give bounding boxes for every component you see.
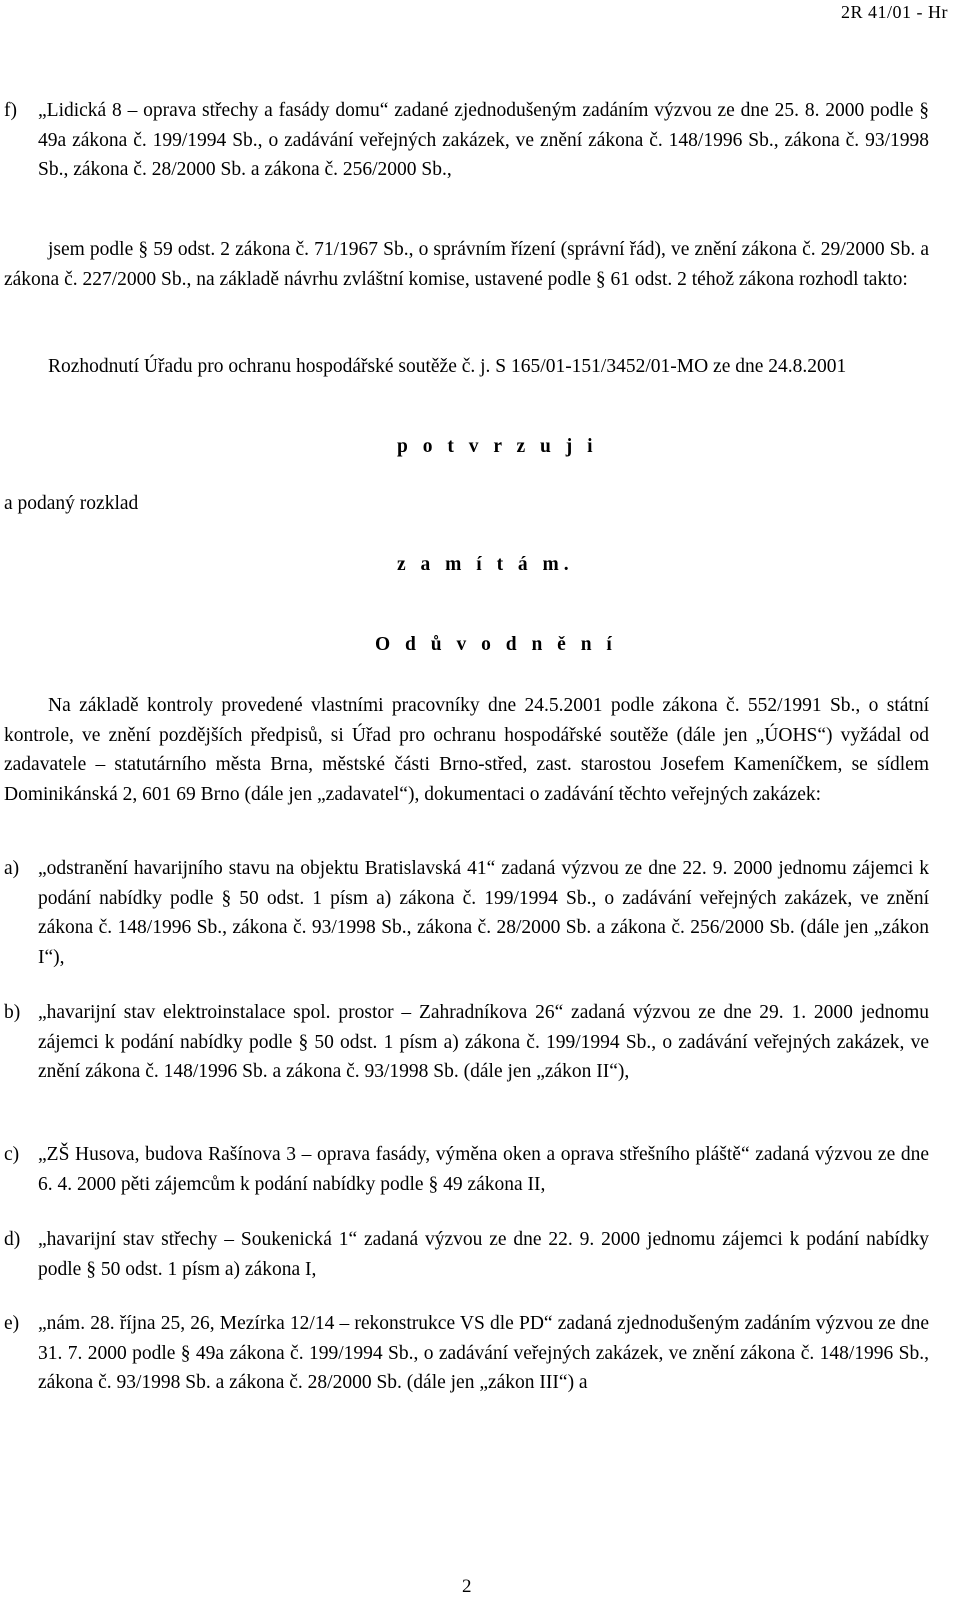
item-text: „Lidická 8 – oprava střechy a fasády domu“ zadané zjednodušeným zadáním výzvou ze dne 25. 8. 2000 podle § 49a zákona č. 199/1994 Sb., o zadávání veřejných zakázek, ve znění zákona č. 148/1996 Sb., zákona č. 93/1998 Sb., zákona č. 28/2000 Sb. a zákona č. 256/2000 Sb., (38, 100, 929, 180)
item-marker: f) (4, 100, 17, 121)
item-marker: d) (4, 1229, 21, 1250)
item-text: „havarijní stav elektroinstalace spol. prostor – Zahradníkova 26“ zadaná výzvou ze dne 29. 1. 2000 jednomu zájemci k podání nabídky podle § 50 odst. 1 písm a) zákona č. 199/1994 Sb., o zadávání veřejných zakázek, ve znění zákona č. 148/1996 Sb. a zákona č. 93/1998 Sb. (dále jen „zákon II“), (38, 1002, 929, 1082)
document-reference-header: 2R 41/01 - Hr (841, 2, 948, 22)
item-marker: b) (4, 1002, 21, 1023)
decision-reference-paragraph: Rozhodnutí Úřadu pro ochranu hospodářské soutěže č. j. S 165/01-151/3452/01-MO ze dne 24.8.2001 (48, 356, 847, 377)
item-text: „nám. 28. října 25, 26, Mezírka 12/14 – rekonstrukce VS dle PD“ zadaná zjednodušeným zadáním výzvou ze dne 31. 7. 2000 podle § 49a zákona č. 199/1994 Sb., o zadávání veřejných zakázek, ve znění zákona č. 148/1996 Sb., zákona č. 93/1998 Sb. a zákona č. 28/2000 Sb. (dále jen „zákon III“) a (38, 1313, 929, 1393)
contract-item-d (4, 1225, 929, 1284)
item-marker: a) (4, 858, 20, 879)
contract-item-b (4, 998, 929, 1087)
item-marker: e) (4, 1313, 20, 1334)
reasoning-intro-paragraph: Na základě kontroly provedené vlastními pracovníky dne 24.5.2001 podle zákona č. 552/1991 Sb., o státní kontrole, ve znění pozdějších předpisů, si Úřad pro ochranu hospodářské soutěže (dále jen „ÚOHS“) vyžádal od zadavatele – statutárního města Brna, městské části Brno-střed, zast. starostou Josefem Kameníčkem, se sídlem Dominikánská 2, 601 69 Brno (dále jen „zadavatel“), dokumentaci o zadávání těchto veřejných zakázek: (4, 695, 929, 805)
item-marker: c) (4, 1144, 20, 1165)
appeal-label: a podaný rozklad (4, 493, 139, 514)
decision-basis-paragraph: jsem podle § 59 odst. 2 zákona č. 71/1967 Sb., o správním řízení (správní řád), ve znění zákona č. 29/2000 Sb. a zákona č. 227/2000 Sb., na základě návrhu zvláštní komise, ustavené podle § 61 odst. 2 téhož zákona rozhodl takto: (4, 239, 929, 290)
item-text: „odstranění havarijního stavu na objektu Bratislavská 41“ zadaná výzvou ze dne 22. 9. 2000 jednomu zájemci k podání nabídky podle § 50 odst. 1 písm a) zákona č. 199/1994 Sb., o zadávání veřejných zakázek, ve znění zákona č. 148/1996 Sb., zákona č. 93/1998 Sb., zákona č. 28/2000 Sb. a zákona č. 256/2000 Sb. (dále jen „zákon I“), (38, 858, 929, 968)
verdict-reject: z a m í t á m. (397, 554, 574, 575)
contract-item-f (4, 96, 929, 185)
item-text: „ZŠ Husova, budova Rašínova 3 – oprava fasády, výměna oken a oprava střešního pláště“ zadaná výzvou ze dne 6. 4. 2000 pěti zájemcům k podání nabídky podle § 49 zákona II, (38, 1144, 929, 1195)
item-text: „havarijní stav střechy – Soukenická 1“ zadaná výzvou ze dne 22. 9. 2000 jednomu zájemci k podání nabídky podle § 50 odst. 1 písm a) zákona I, (38, 1229, 929, 1280)
verdict-confirm: p o t v r z u j i (397, 436, 598, 457)
reasoning-heading: O d ů v o d n ě n í (375, 634, 617, 655)
contract-item-a (4, 854, 929, 972)
contract-item-e (4, 1309, 929, 1398)
contract-item-c (4, 1140, 929, 1199)
page-number: 2 (462, 1576, 472, 1597)
